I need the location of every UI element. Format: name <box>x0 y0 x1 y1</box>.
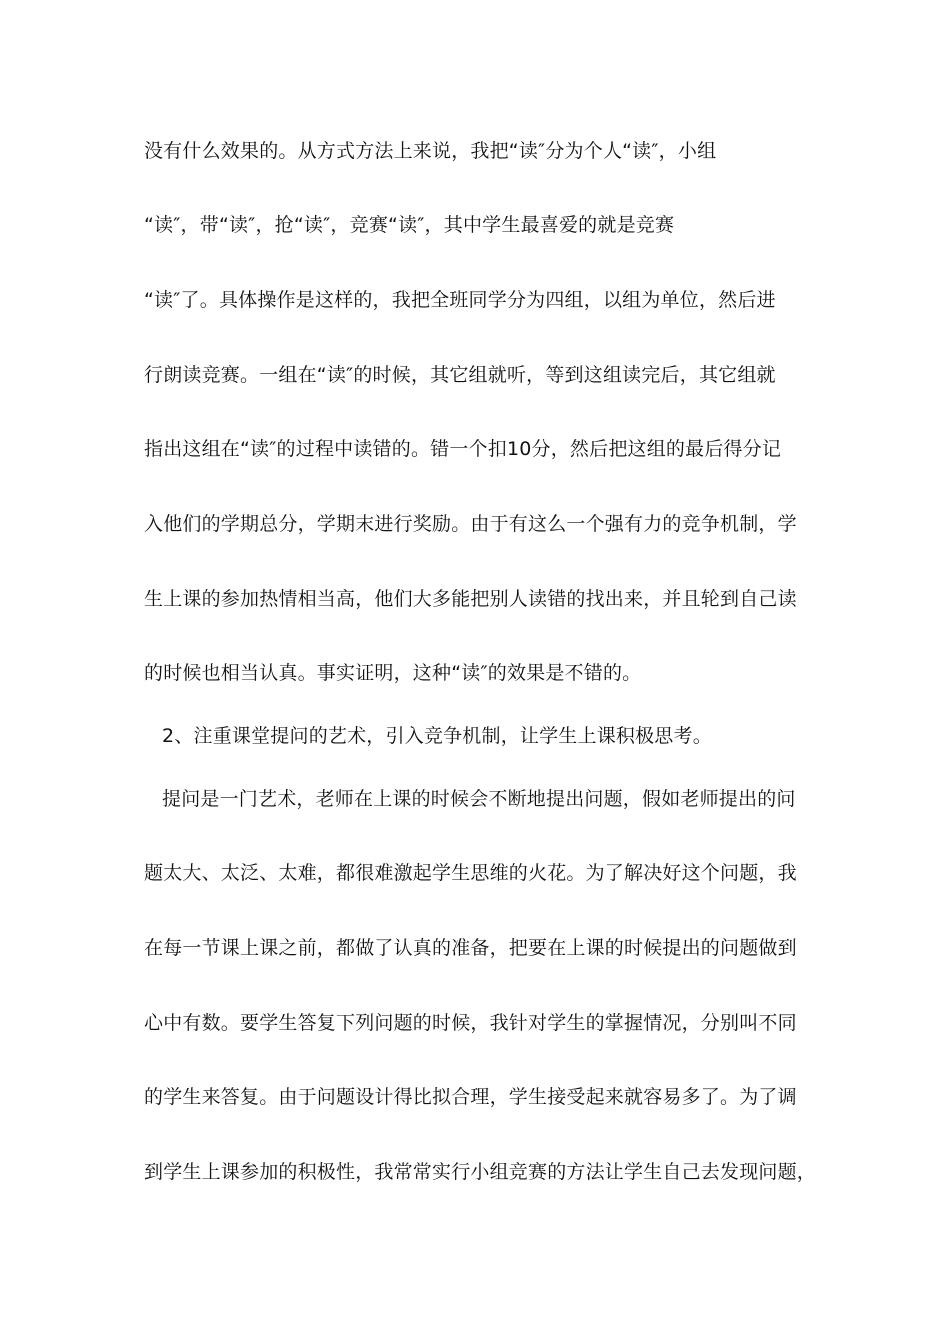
section-heading: 2、注重课堂提问的艺术，引入竞争机制，让学生上课积极思考。 <box>162 725 712 747</box>
text-line: 的时候也相当认真。事实证明，这种“读″的效果是不错的。 <box>144 662 642 684</box>
text-line: 入他们的学期总分，学期末进行奖励。由于有这么一个强有力的竞争机制，学 <box>144 513 797 535</box>
text-line: 题太大、太泛、太难，都很难激起学生思维的火花。为了解决好这个问题，我 <box>144 862 797 884</box>
text-line: 的学生来答复。由于问题设计得比拟合理，学生接受起来就容易多了。为了调 <box>144 1086 797 1108</box>
text-line: 心中有数。要学生答复下列问题的时候，我针对学生的掌握情况，分别叫不同 <box>144 1012 797 1034</box>
text-line: 提问是一门艺术，老师在上课的时候会不断地提出问题，假如老师提出的问 <box>162 788 796 810</box>
text-line: 到学生上课参加的积极性，我常常实行小组竞赛的方法让学生自己去发现问题， <box>144 1161 817 1183</box>
text-line: 在每一节课上课之前，都做了认真的准备，把要在上课的时候提出的问题做到 <box>144 937 797 959</box>
text-line: 生上课的参加热情相当高，他们大多能把别人读错的找出来，并且轮到自己读 <box>144 588 797 610</box>
text-line: 行朗读竞赛。一组在“读″的时候，其它组就听，等到这组读完后，其它组就 <box>144 364 776 386</box>
text-line: 没有什么效果的。从方式方法上来说，我把“读″分为个人“读″，小组 <box>144 140 717 162</box>
text-line: “读″了。具体操作是这样的，我把全班同学分为四组，以组为单位，然后进 <box>144 289 776 311</box>
text-line: “读″，带“读″，抢“读″，竞赛“读″，其中学生最喜爱的就是竞赛 <box>144 214 675 236</box>
text-line: 指出这组在“读″的过程中读错的。错一个扣10分，然后把这组的最后得分记 <box>144 438 782 460</box>
